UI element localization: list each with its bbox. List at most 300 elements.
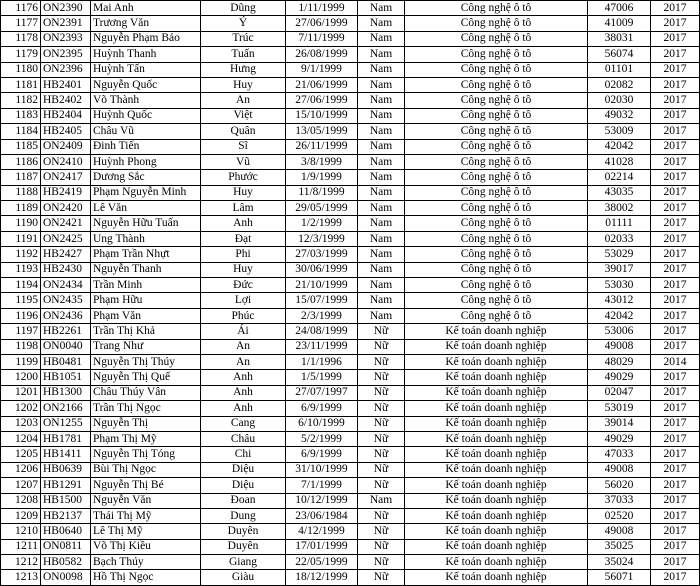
first-name-cell: Giang (201, 555, 286, 570)
table-row (1, 539, 700, 554)
major-cell: Công nghệ ô tô (405, 1, 588, 16)
table-row (1, 185, 700, 200)
stt-cell: 1208 (1, 493, 41, 508)
major-cell: Kế toán doanh nghiệp (405, 524, 588, 539)
student-id-cell: HB0640 (41, 524, 91, 539)
table-row (1, 139, 700, 154)
year-cell: 2017 (651, 124, 700, 139)
first-name-cell: Diệu (201, 478, 286, 493)
first-name-cell: Sĩ (201, 139, 286, 154)
gender-cell: Nam (358, 16, 405, 31)
dob-cell: 12/3/1999 (286, 231, 358, 246)
year-cell: 2017 (651, 493, 700, 508)
major-cell: Công nghệ ô tô (405, 170, 588, 185)
first-name-cell: Duyên (201, 539, 286, 554)
year-cell: 2017 (651, 570, 700, 585)
stt-cell: 1194 (1, 278, 41, 293)
student-id-cell: ON2396 (41, 62, 91, 77)
first-name-cell: Anh (201, 370, 286, 385)
table-row (1, 201, 700, 216)
major-cell: Kế toán doanh nghiệp (405, 370, 588, 385)
year-cell: 2017 (651, 370, 700, 385)
code-cell: 47006 (588, 1, 651, 16)
table-row (1, 293, 700, 308)
code-cell: 01101 (588, 62, 651, 77)
student-id-cell: ON2425 (41, 231, 91, 246)
stt-cell: 1180 (1, 62, 41, 77)
first-name-cell: Đoan (201, 493, 286, 508)
last-name-cell: Nguyễn Thị Bé (91, 478, 201, 493)
student-id-cell: ON2417 (41, 170, 91, 185)
student-id-cell: ON2436 (41, 308, 91, 323)
code-cell: 39014 (588, 416, 651, 431)
stt-cell: 1190 (1, 216, 41, 231)
code-cell: 49008 (588, 339, 651, 354)
last-name-cell: Trần Thị Ngọc (91, 401, 201, 416)
first-name-cell: Dũng (201, 1, 286, 16)
last-name-cell: Võ Thị Kiều (91, 539, 201, 554)
stt-cell: 1187 (1, 170, 41, 185)
code-cell: 38002 (588, 201, 651, 216)
code-cell: 48029 (588, 354, 651, 369)
student-id-cell: HB2405 (41, 124, 91, 139)
table-row (1, 124, 700, 139)
table-row (1, 77, 700, 92)
dob-cell: 3/8/1999 (286, 154, 358, 169)
stt-cell: 1207 (1, 478, 41, 493)
dob-cell: 27/06/1999 (286, 93, 358, 108)
gender-cell: Nam (358, 262, 405, 277)
dob-cell: 22/05/1999 (286, 555, 358, 570)
student-id-cell: ON2435 (41, 293, 91, 308)
major-cell: Công nghệ ô tô (405, 139, 588, 154)
last-name-cell: Phạm Thị Mỹ (91, 431, 201, 446)
student-id-cell: ON2166 (41, 401, 91, 416)
major-cell: Kế toán doanh nghiệp (405, 339, 588, 354)
stt-cell: 1213 (1, 570, 41, 585)
dob-cell: 31/10/1999 (286, 462, 358, 477)
dob-cell: 4/12/1999 (286, 524, 358, 539)
major-cell: Kế toán doanh nghiệp (405, 493, 588, 508)
last-name-cell: Nguyễn Quốc (91, 77, 201, 92)
code-cell: 35024 (588, 555, 651, 570)
major-cell: Công nghệ ô tô (405, 108, 588, 123)
student-id-cell: HB1300 (41, 385, 91, 400)
dob-cell: 9/1/1999 (286, 62, 358, 77)
last-name-cell: Phạm Trần Nhựt (91, 247, 201, 262)
last-name-cell: Dương Sắc (91, 170, 201, 185)
code-cell: 02033 (588, 231, 651, 246)
first-name-cell: Chi (201, 447, 286, 462)
last-name-cell: Huỳnh Quốc (91, 108, 201, 123)
stt-cell: 1189 (1, 201, 41, 216)
major-cell: Công nghệ ô tô (405, 201, 588, 216)
year-cell: 2017 (651, 447, 700, 462)
year-cell: 2017 (651, 170, 700, 185)
dob-cell: 10/12/1999 (286, 493, 358, 508)
first-name-cell: Hưng (201, 62, 286, 77)
gender-cell: Nữ (358, 555, 405, 570)
stt-cell: 1210 (1, 524, 41, 539)
last-name-cell: Ung Thành (91, 231, 201, 246)
gender-cell: Nữ (358, 385, 405, 400)
year-cell: 2017 (651, 508, 700, 523)
first-name-cell: An (201, 93, 286, 108)
gender-cell: Nam (358, 216, 405, 231)
dob-cell: 1/9/1999 (286, 170, 358, 185)
code-cell: 02030 (588, 93, 651, 108)
student-id-cell: ON0811 (41, 539, 91, 554)
student-id-cell: HB2427 (41, 247, 91, 262)
gender-cell: Nam (358, 93, 405, 108)
year-cell: 2017 (651, 478, 700, 493)
gender-cell: Nữ (358, 431, 405, 446)
first-name-cell: Cang (201, 416, 286, 431)
gender-cell: Nam (358, 493, 405, 508)
student-id-cell: ON2434 (41, 278, 91, 293)
table-row (1, 493, 700, 508)
stt-cell: 1206 (1, 462, 41, 477)
major-cell: Kế toán doanh nghiệp (405, 401, 588, 416)
gender-cell: Nữ (358, 508, 405, 523)
gender-cell: Nam (358, 139, 405, 154)
major-cell: Công nghệ ô tô (405, 31, 588, 46)
year-cell: 2017 (651, 154, 700, 169)
last-name-cell: Nguyễn Thị (91, 416, 201, 431)
code-cell: 49032 (588, 108, 651, 123)
last-name-cell: Nguyễn Hữu Tuấn (91, 216, 201, 231)
gender-cell: Nam (358, 154, 405, 169)
stt-cell: 1185 (1, 139, 41, 154)
gender-cell: Nam (358, 231, 405, 246)
first-name-cell: Ý (201, 16, 286, 31)
first-name-cell: Đức (201, 278, 286, 293)
gender-cell: Nam (358, 31, 405, 46)
major-cell: Kế toán doanh nghiệp (405, 416, 588, 431)
last-name-cell: Nguyễn Thị Quế (91, 370, 201, 385)
year-cell: 2017 (651, 555, 700, 570)
major-cell: Kế toán doanh nghiệp (405, 354, 588, 369)
gender-cell: Nữ (358, 570, 405, 585)
dob-cell: 17/01/1999 (286, 539, 358, 554)
stt-cell: 1205 (1, 447, 41, 462)
gender-cell: Nữ (358, 539, 405, 554)
last-name-cell: Trương Văn (91, 16, 201, 31)
dob-cell: 24/08/1999 (286, 324, 358, 339)
table-row (1, 262, 700, 277)
last-name-cell: Nguyễn Văn (91, 493, 201, 508)
stt-cell: 1192 (1, 247, 41, 262)
first-name-cell: Quân (201, 124, 286, 139)
major-cell: Công nghệ ô tô (405, 47, 588, 62)
last-name-cell: Phạm Hữu (91, 293, 201, 308)
gender-cell: Nam (358, 77, 405, 92)
major-cell: Kế toán doanh nghiệp (405, 555, 588, 570)
dob-cell: 1/11/1999 (286, 1, 358, 16)
dob-cell: 2/3/1999 (286, 308, 358, 323)
dob-cell: 30/06/1999 (286, 262, 358, 277)
major-cell: Kế toán doanh nghiệp (405, 385, 588, 400)
gender-cell: Nam (358, 308, 405, 323)
first-name-cell: Phi (201, 247, 286, 262)
stt-cell: 1177 (1, 16, 41, 31)
year-cell: 2017 (651, 416, 700, 431)
table-row (1, 231, 700, 246)
last-name-cell: Bạch Thúy (91, 555, 201, 570)
student-id-cell: HB1051 (41, 370, 91, 385)
table-row (1, 170, 700, 185)
major-cell: Công nghệ ô tô (405, 185, 588, 200)
year-cell: 2017 (651, 539, 700, 554)
year-cell: 2017 (651, 16, 700, 31)
student-id-cell: ON1255 (41, 416, 91, 431)
major-cell: Kế toán doanh nghiệp (405, 447, 588, 462)
table-row (1, 478, 700, 493)
stt-cell: 1199 (1, 354, 41, 369)
stt-cell: 1209 (1, 508, 41, 523)
last-name-cell: Bùi Thị Ngọc (91, 462, 201, 477)
table-row (1, 508, 700, 523)
first-name-cell: Châu (201, 431, 286, 446)
gender-cell: Nam (358, 278, 405, 293)
stt-cell: 1211 (1, 539, 41, 554)
last-name-cell: Châu Vũ (91, 124, 201, 139)
year-cell: 2017 (651, 339, 700, 354)
major-cell: Kế toán doanh nghiệp (405, 570, 588, 585)
major-cell: Công nghệ ô tô (405, 124, 588, 139)
dob-cell: 23/06/1984 (286, 508, 358, 523)
stt-cell: 1179 (1, 47, 41, 62)
table-row (1, 308, 700, 323)
first-name-cell: Tuấn (201, 47, 286, 62)
code-cell: 49029 (588, 370, 651, 385)
gender-cell: Nam (358, 170, 405, 185)
year-cell: 2017 (651, 293, 700, 308)
code-cell: 49029 (588, 431, 651, 446)
table-row (1, 47, 700, 62)
last-name-cell: Nguyễn Phạm Bảo (91, 31, 201, 46)
last-name-cell: Huỳnh Thanh (91, 47, 201, 62)
last-name-cell: Trang Như (91, 339, 201, 354)
first-name-cell: An (201, 339, 286, 354)
student-id-cell: HB2404 (41, 108, 91, 123)
gender-cell: Nữ (358, 324, 405, 339)
code-cell: 01111 (588, 216, 651, 231)
student-id-cell: HB1781 (41, 431, 91, 446)
gender-cell: Nữ (358, 478, 405, 493)
gender-cell: Nữ (358, 416, 405, 431)
last-name-cell: Trần Minh (91, 278, 201, 293)
table-row (1, 16, 700, 31)
code-cell: 49008 (588, 462, 651, 477)
gender-cell: Nữ (358, 462, 405, 477)
table-row (1, 62, 700, 77)
year-cell: 2017 (651, 31, 700, 46)
stt-cell: 1178 (1, 31, 41, 46)
code-cell: 47033 (588, 447, 651, 462)
student-id-cell: ON0098 (41, 570, 91, 585)
last-name-cell: Nguyễn Thanh (91, 262, 201, 277)
student-id-cell: ON2421 (41, 216, 91, 231)
code-cell: 56074 (588, 47, 651, 62)
stt-cell: 1191 (1, 231, 41, 246)
dob-cell: 11/8/1999 (286, 185, 358, 200)
code-cell: 02214 (588, 170, 651, 185)
student-id-cell: ON0040 (41, 339, 91, 354)
major-cell: Kế toán doanh nghiệp (405, 462, 588, 477)
year-cell: 2017 (651, 524, 700, 539)
first-name-cell: Đạt (201, 231, 286, 246)
code-cell: 53019 (588, 401, 651, 416)
dob-cell: 27/06/1999 (286, 16, 358, 31)
year-cell: 2017 (651, 1, 700, 16)
stt-cell: 1195 (1, 293, 41, 308)
major-cell: Công nghệ ô tô (405, 293, 588, 308)
code-cell: 42042 (588, 139, 651, 154)
first-name-cell: Ái (201, 324, 286, 339)
stt-cell: 1193 (1, 262, 41, 277)
stt-cell: 1183 (1, 108, 41, 123)
first-name-cell: Anh (201, 385, 286, 400)
last-name-cell: Châu Thúy Vân (91, 385, 201, 400)
major-cell: Kế toán doanh nghiệp (405, 508, 588, 523)
first-name-cell: Giàu (201, 570, 286, 585)
student-id-cell: HB2419 (41, 185, 91, 200)
code-cell: 02520 (588, 508, 651, 523)
major-cell: Công nghệ ô tô (405, 62, 588, 77)
last-name-cell: Nguyễn Thị Tóng (91, 447, 201, 462)
code-cell: 41028 (588, 154, 651, 169)
stt-cell: 1197 (1, 324, 41, 339)
first-name-cell: Lợi (201, 293, 286, 308)
year-cell: 2017 (651, 185, 700, 200)
table-row (1, 370, 700, 385)
year-cell: 2017 (651, 262, 700, 277)
last-name-cell: Huỳnh Tấn (91, 62, 201, 77)
stt-cell: 1196 (1, 308, 41, 323)
table-row (1, 416, 700, 431)
year-cell: 2017 (651, 139, 700, 154)
gender-cell: Nữ (358, 354, 405, 369)
student-id-cell: ON2409 (41, 139, 91, 154)
year-cell: 2017 (651, 201, 700, 216)
table-row (1, 570, 700, 585)
stt-cell: 1188 (1, 185, 41, 200)
table-row (1, 278, 700, 293)
dob-cell: 15/10/1999 (286, 108, 358, 123)
student-id-cell: ON2393 (41, 31, 91, 46)
gender-cell: Nam (358, 1, 405, 16)
stt-cell: 1204 (1, 431, 41, 446)
dob-cell: 1/2/1999 (286, 216, 358, 231)
last-name-cell: Trần Thị Khả (91, 324, 201, 339)
last-name-cell: Phạm Nguyễn Minh (91, 185, 201, 200)
year-cell: 2017 (651, 324, 700, 339)
first-name-cell: Anh (201, 216, 286, 231)
major-cell: Công nghệ ô tô (405, 154, 588, 169)
stt-cell: 1202 (1, 401, 41, 416)
year-cell: 2017 (651, 216, 700, 231)
year-cell: 2017 (651, 385, 700, 400)
gender-cell: Nam (358, 201, 405, 216)
first-name-cell: Huy (201, 185, 286, 200)
stt-cell: 1182 (1, 93, 41, 108)
year-cell: 2017 (651, 401, 700, 416)
first-name-cell: An (201, 354, 286, 369)
gender-cell: Nam (358, 247, 405, 262)
stt-cell: 1176 (1, 1, 41, 16)
year-cell: 2017 (651, 278, 700, 293)
year-cell: 2017 (651, 93, 700, 108)
dob-cell: 26/11/1999 (286, 139, 358, 154)
code-cell: 38031 (588, 31, 651, 46)
last-name-cell: Lê Thị Mỹ (91, 524, 201, 539)
last-name-cell: Phạm Văn (91, 308, 201, 323)
table-row (1, 31, 700, 46)
code-cell: 53030 (588, 278, 651, 293)
dob-cell: 6/9/1999 (286, 401, 358, 416)
dob-cell: 27/03/1999 (286, 247, 358, 262)
table-row (1, 462, 700, 477)
code-cell: 56020 (588, 478, 651, 493)
dob-cell: 21/06/1999 (286, 77, 358, 92)
dob-cell: 13/05/1999 (286, 124, 358, 139)
gender-cell: Nam (358, 47, 405, 62)
gender-cell: Nam (358, 293, 405, 308)
year-cell: 2017 (651, 77, 700, 92)
table-row (1, 1, 700, 16)
code-cell: 43012 (588, 293, 651, 308)
first-name-cell: Vũ (201, 154, 286, 169)
gender-cell: Nữ (358, 339, 405, 354)
last-name-cell: Hồ Thị Ngọc (91, 570, 201, 585)
dob-cell: 23/11/1999 (286, 339, 358, 354)
code-cell: 35025 (588, 539, 651, 554)
dob-cell: 18/12/1999 (286, 570, 358, 585)
major-cell: Công nghệ ô tô (405, 247, 588, 262)
table-row (1, 324, 700, 339)
table-row (1, 154, 700, 169)
dob-cell: 26/08/1999 (286, 47, 358, 62)
first-name-cell: Huy (201, 262, 286, 277)
code-cell: 49008 (588, 524, 651, 539)
dob-cell: 1/1/1996 (286, 354, 358, 369)
gender-cell: Nữ (358, 370, 405, 385)
first-name-cell: Duyên (201, 524, 286, 539)
first-name-cell: Trúc (201, 31, 286, 46)
last-name-cell: Lê Văn (91, 201, 201, 216)
last-name-cell: Thái Thị Mỹ (91, 508, 201, 523)
code-cell: 42042 (588, 308, 651, 323)
student-id-cell: HB2137 (41, 508, 91, 523)
table-row (1, 108, 700, 123)
major-cell: Công nghệ ô tô (405, 77, 588, 92)
stt-cell: 1200 (1, 370, 41, 385)
major-cell: Công nghệ ô tô (405, 231, 588, 246)
major-cell: Công nghệ ô tô (405, 308, 588, 323)
stt-cell: 1181 (1, 77, 41, 92)
student-id-cell: HB2401 (41, 77, 91, 92)
first-name-cell: Dung (201, 508, 286, 523)
dob-cell: 29/05/1999 (286, 201, 358, 216)
major-cell: Công nghệ ô tô (405, 93, 588, 108)
gender-cell: Nam (358, 62, 405, 77)
student-id-cell: ON2395 (41, 47, 91, 62)
code-cell: 02082 (588, 77, 651, 92)
student-id-cell: HB2430 (41, 262, 91, 277)
code-cell: 43035 (588, 185, 651, 200)
gender-cell: Nữ (358, 401, 405, 416)
